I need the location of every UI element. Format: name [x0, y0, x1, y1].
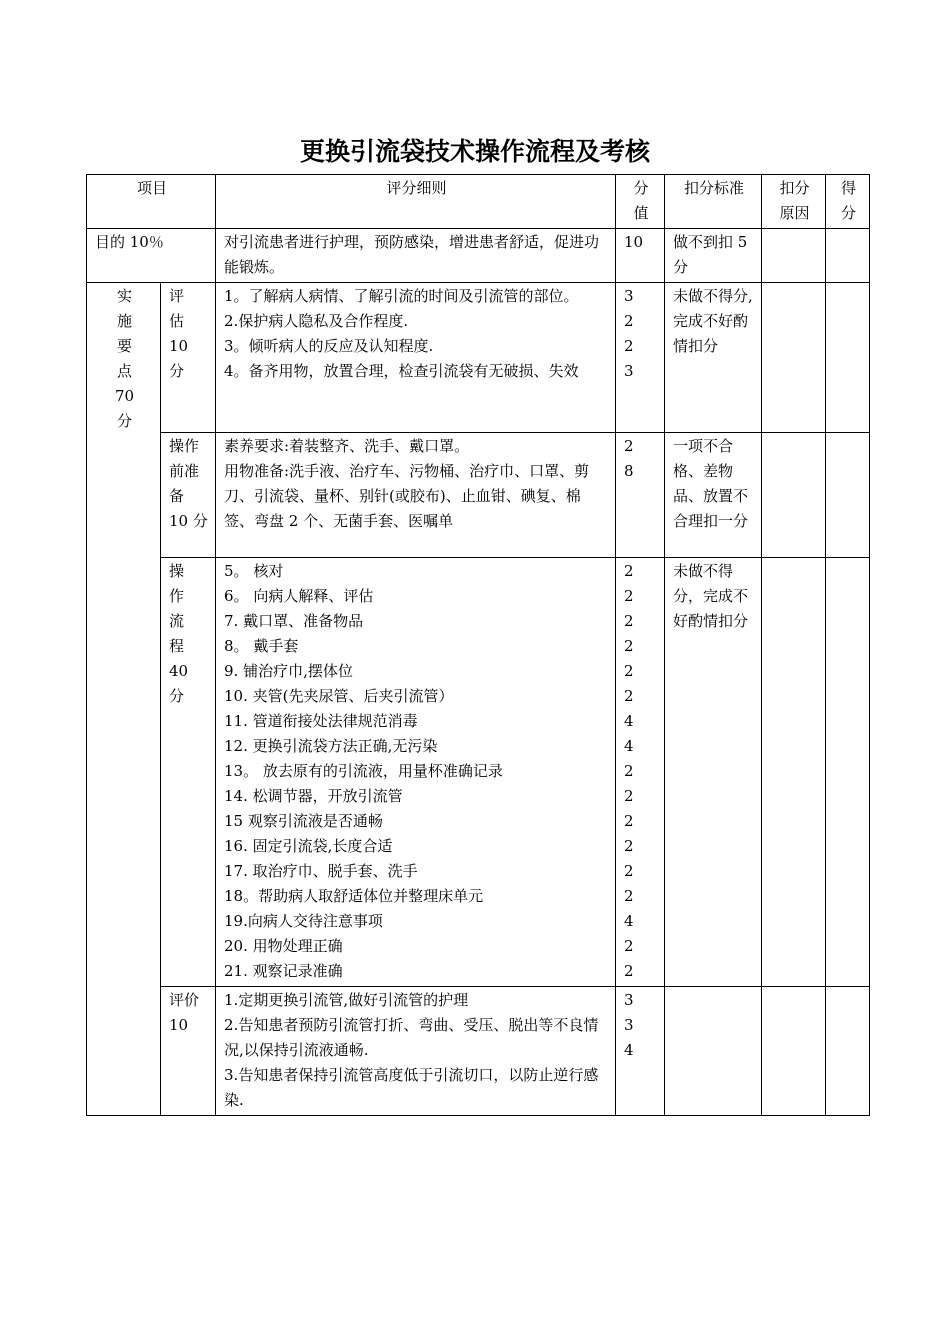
section-scores	[616, 433, 665, 558]
score-value: 3	[624, 991, 634, 1009]
section-reason-cell	[762, 433, 826, 558]
header-row	[87, 175, 870, 229]
score-value: 3	[624, 1016, 634, 1034]
criteria-line: 9. 铺治疗巾,摆体位	[224, 662, 353, 680]
criteria-line: 5。 核对	[224, 562, 284, 580]
purpose-item: 目的 10％	[87, 229, 216, 283]
purpose-row	[87, 229, 870, 283]
criteria-line: 10. 夹管(先夹尿管、后夹引流管）	[224, 687, 454, 705]
criteria-line: 3.告知患者保持引流管高度低于引流切口，以防止逆行感染.	[224, 1066, 599, 1109]
criteria-line: 用物准备:洗手液、治疗车、污物桶、治疗巾、口罩、剪刀、引流袋、量杯、别针(或胶布)、止血钳、碘复、棉签、弯盘 2 个、无菌手套、医嘱单	[224, 462, 590, 530]
section-criteria	[216, 558, 616, 987]
score-value: 3	[624, 362, 634, 380]
section-deduction: 未做不得分，完成不好酌情扣分	[665, 558, 762, 987]
criteria-line: 7. 戴口罩、准备物品	[224, 612, 364, 630]
criteria-line: 3。倾听病人的反应及认知程度.	[224, 337, 434, 355]
score-value: 2	[624, 662, 634, 680]
score-value: 2	[624, 312, 634, 330]
header-deduction-standard: 扣分标准	[665, 175, 762, 229]
scoring-table	[86, 174, 870, 1116]
score-value: 2	[624, 887, 634, 905]
criteria-line: 2.保护病人隐私及合作程度.	[224, 312, 409, 330]
criteria-line: 17. 取治疗巾、脱手套、洗手	[224, 862, 418, 880]
score-value: 2	[624, 437, 634, 455]
score-value: 2	[624, 687, 634, 705]
purpose-score: 10	[616, 229, 665, 283]
score-value: 2	[624, 937, 634, 955]
section-scores	[616, 283, 665, 433]
section-deduction	[665, 987, 762, 1116]
section-earned-cell	[826, 283, 870, 433]
section-reason-cell	[762, 558, 826, 987]
header-criteria: 评分细则	[216, 175, 616, 229]
section-scores	[616, 558, 665, 987]
score-value: 3	[624, 287, 634, 305]
score-value: 4	[624, 1041, 634, 1059]
score-value: 4	[624, 912, 634, 930]
section-name: 评价 10	[161, 987, 216, 1116]
score-value: 2	[624, 837, 634, 855]
score-value: 2	[624, 562, 634, 580]
score-value: 2	[624, 962, 634, 980]
score-value: 2	[624, 787, 634, 805]
criteria-line: 18。帮助病人取舒适体位并整理床单元	[224, 887, 484, 905]
criteria-line: 2.告知患者预防引流管打折、弯曲、受压、脱出等不良情况,以保持引流液通畅.	[224, 1016, 599, 1059]
page-title: 更换引流袋技术操作流程及考核	[299, 137, 650, 166]
header-score: 分 值	[616, 175, 665, 229]
section-name: 操作 前准 备 10 分	[161, 433, 216, 558]
score-value: 8	[624, 462, 634, 480]
criteria-line: 8。 戴手套	[224, 637, 299, 655]
score-value: 2	[624, 812, 634, 830]
score-value: 4	[624, 712, 634, 730]
score-value: 2	[624, 762, 634, 780]
criteria-line: 15 观察引流液是否通畅	[224, 812, 383, 830]
section-criteria	[216, 433, 616, 558]
section-deduction: 未做不得分,完成不好酌情扣分	[665, 283, 762, 433]
score-value: 2	[624, 587, 634, 605]
purpose-criteria: 对引流患者进行护理，预防感染，增进患者舒适，促进功能锻炼。	[216, 229, 616, 283]
section-row-preparation	[87, 433, 870, 558]
purpose-deduction: 做不到扣 5 分	[665, 229, 762, 283]
criteria-line: 14. 松调节器，开放引流管	[224, 787, 403, 805]
criteria-line: 1。了解病人病情、了解引流的时间及引流管的部位。	[224, 287, 579, 305]
header-earned: 得 分	[826, 175, 870, 229]
criteria-line: 19.向病人交待注意事项	[224, 912, 383, 930]
criteria-line: 素养要求:着装整齐、洗手、戴口罩。	[224, 437, 470, 455]
section-row-procedure	[87, 558, 870, 987]
section-reason-cell	[762, 283, 826, 433]
section-reason-cell	[762, 987, 826, 1116]
section-earned-cell	[826, 987, 870, 1116]
purpose-reason-cell	[762, 229, 826, 283]
criteria-line: 6。 向病人解释、评估	[224, 587, 374, 605]
section-name: 评 估 10 分	[161, 283, 216, 433]
section-row-evaluation	[87, 987, 870, 1116]
section-criteria	[216, 283, 616, 433]
criteria-line: 13。 放去原有的引流液，用量杯准确记录	[224, 762, 503, 780]
section-criteria	[216, 987, 616, 1116]
criteria-line: 16. 固定引流袋,长度合适	[224, 837, 393, 855]
score-value: 2	[624, 637, 634, 655]
section-row-assessment	[87, 283, 870, 433]
criteria-line: 21. 观察记录准确	[224, 962, 343, 980]
section-scores	[616, 987, 665, 1116]
criteria-line: 1.定期更换引流管,做好引流管的护理	[224, 991, 469, 1009]
header-item: 项目	[87, 175, 216, 229]
score-value: 4	[624, 737, 634, 755]
criteria-line: 11. 管道衔接处法律规范消毒	[224, 712, 418, 730]
main-section-label: 实 施 要 点 70 分	[87, 283, 161, 1116]
criteria-line: 4。备齐用物，放置合理，检查引流袋有无破损、失效	[224, 362, 579, 380]
section-earned-cell	[826, 558, 870, 987]
score-value: 2	[624, 862, 634, 880]
section-earned-cell	[826, 433, 870, 558]
score-value: 2	[624, 337, 634, 355]
purpose-earned-cell	[826, 229, 870, 283]
criteria-line: 12. 更换引流袋方法正确,无污染	[224, 737, 438, 755]
score-value: 2	[624, 612, 634, 630]
criteria-line: 20. 用物处理正确	[224, 937, 343, 955]
section-name: 操 作 流 程 40 分	[161, 558, 216, 987]
header-deduction-reason: 扣分 原因	[762, 175, 826, 229]
section-deduction: 一项不合格、差物品、放置不合理扣一分	[665, 433, 762, 558]
